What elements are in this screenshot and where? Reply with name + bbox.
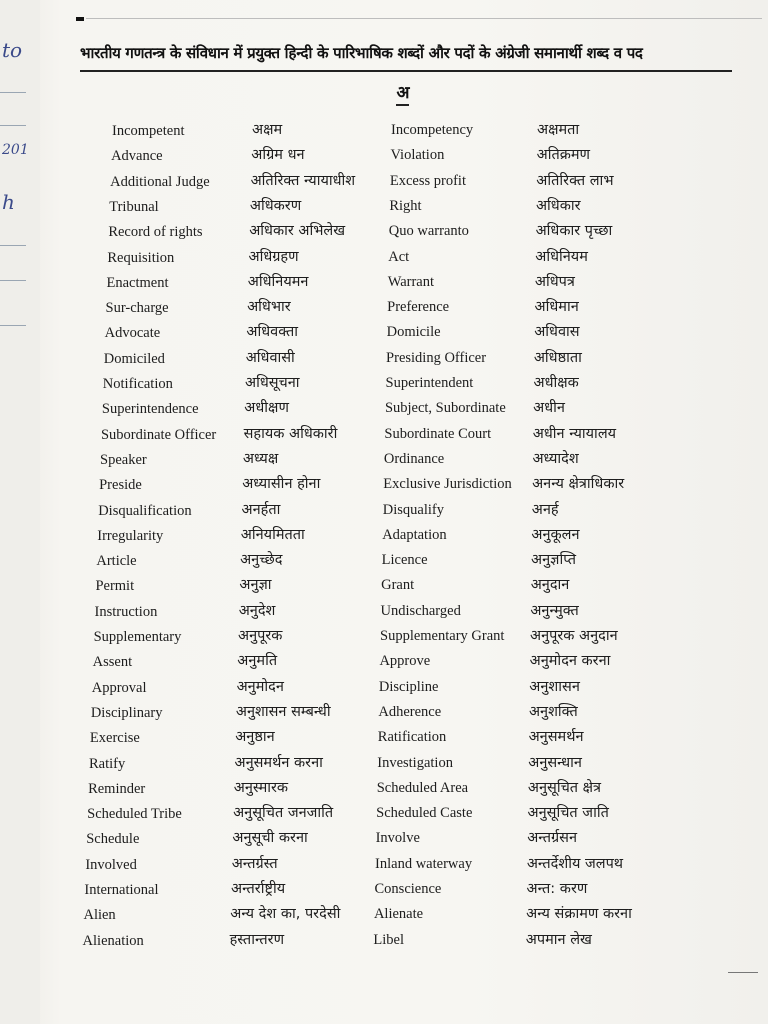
hindi-term: अग्रिम धन xyxy=(251,147,305,164)
english-term: Grant xyxy=(381,577,415,594)
english-term: Speaker xyxy=(100,451,147,468)
margin-handwriting: h xyxy=(2,190,15,214)
english-term: Schedule xyxy=(86,831,140,848)
english-term: Violation xyxy=(390,147,445,164)
hindi-term: अनुसूचित जाति xyxy=(527,805,609,822)
hindi-term: अधिकार पृच्छा xyxy=(535,223,613,240)
hindi-term: अधिकार xyxy=(535,197,581,214)
hindi-term: अनुष्ठान xyxy=(235,729,275,746)
english-term: International xyxy=(84,882,159,898)
english-term: Superintendent xyxy=(385,375,474,391)
hindi-term: अधिपत्र xyxy=(534,273,575,290)
english-term: Scheduled Caste xyxy=(376,805,473,822)
english-term: Quo warranto xyxy=(388,223,469,240)
hindi-term: अध्यादेश xyxy=(532,450,579,467)
hindi-term: अतिरिक्त लाभ xyxy=(536,172,614,189)
english-term: Alienate xyxy=(373,906,424,923)
hindi-term: अपमान लेख xyxy=(525,931,592,948)
hindi-term: अधिष्ठाता xyxy=(533,349,582,366)
hindi-term: अधिवासी xyxy=(245,349,295,366)
hindi-term: अनियमितता xyxy=(240,526,305,543)
english-term: Disqualify xyxy=(382,501,444,518)
english-term: Inland waterway xyxy=(375,855,473,872)
hindi-term: अनर्ह xyxy=(531,501,559,518)
english-term: Approval xyxy=(91,679,147,696)
english-term: Approve xyxy=(379,653,431,670)
english-term: Ratify xyxy=(89,755,126,772)
hindi-term: अन्य संक्रामण करना xyxy=(526,906,632,923)
english-term: Excess profit xyxy=(389,172,466,189)
hindi-term: अन्य देश का, परदेसी xyxy=(230,906,341,923)
english-term: Adaptation xyxy=(382,526,447,543)
english-term: Supplementary Grant xyxy=(380,628,505,644)
hindi-term: अन्तर्राष्ट्रीय xyxy=(231,881,286,897)
hindi-term: अधिमान xyxy=(534,299,579,316)
english-term: Incompetent xyxy=(112,123,185,139)
english-term: Adherence xyxy=(378,703,442,720)
english-term: Subordinate Officer xyxy=(100,426,217,443)
english-term: Act xyxy=(388,248,410,265)
hindi-term: अधिग्रहण xyxy=(248,248,299,265)
english-term: Warrant xyxy=(387,273,435,290)
english-term: Alienation xyxy=(82,932,144,949)
english-term: Disciplinary xyxy=(90,704,163,721)
english-term: Assent xyxy=(92,654,133,671)
hindi-term: अनुज्ञप्ति xyxy=(531,552,576,569)
hindi-term: अधिसूचना xyxy=(245,375,300,391)
english-term: Scheduled Area xyxy=(376,779,469,796)
english-term: Undischarged xyxy=(380,602,461,619)
english-term: Record of rights xyxy=(108,224,203,241)
section-letter: अ xyxy=(396,83,410,103)
english-term: Conscience xyxy=(374,881,442,897)
hindi-term: अनुदेश xyxy=(238,602,276,619)
hindi-term: अक्षमता xyxy=(537,122,580,138)
english-term: Superintendence xyxy=(101,401,199,418)
hindi-term: अनुशासन सम्बन्धी xyxy=(235,703,331,720)
hindi-term: अतिरिक्त न्यायाधीश xyxy=(250,172,356,189)
hindi-term: अध्यासीन होना xyxy=(242,476,321,493)
english-term: Investigation xyxy=(377,754,453,771)
hindi-term: अनुमोदन करना xyxy=(529,653,611,670)
english-term: Requisition xyxy=(107,249,175,266)
english-term: Disqualification xyxy=(98,502,192,519)
hindi-term: अनर्हता xyxy=(241,501,281,518)
english-term: Alien xyxy=(83,907,116,924)
hindi-term: अनन्य क्षेत्राधिकार xyxy=(532,476,625,493)
english-term: Licence xyxy=(381,552,428,569)
hindi-term: अनुदान xyxy=(530,577,570,594)
hindi-term: अन्तर्ग्रसन xyxy=(527,830,578,847)
hindi-term: अधिनियमन xyxy=(247,273,309,290)
hindi-term: अधीक्षक xyxy=(533,375,579,391)
hindi-term: अधिकार अभिलेख xyxy=(249,223,346,240)
english-term: Supplementary xyxy=(93,629,182,645)
english-term: Domiciled xyxy=(103,350,165,367)
hindi-term: अधिवक्ता xyxy=(246,324,298,341)
hindi-term: अनुसूचित क्षेत्र xyxy=(527,779,602,796)
bottom-rule xyxy=(728,972,758,973)
hindi-term: अनुमोदन xyxy=(236,678,284,695)
hindi-term: अनुशासन xyxy=(529,678,580,695)
hindi-term: अनुज्ञा xyxy=(239,577,272,594)
hindi-term: अन्तर्ग्रस्त xyxy=(231,855,278,872)
hindi-term: अधीक्षण xyxy=(244,400,289,417)
hindi-term: अधीन xyxy=(533,400,565,417)
hindi-term: अनुसमर्थन xyxy=(528,729,584,746)
hindi-term: अन्त: करण xyxy=(526,881,588,897)
english-term: Incompetency xyxy=(391,122,474,138)
english-term: Irregularity xyxy=(97,527,164,544)
english-term: Preference xyxy=(387,299,450,316)
hindi-term: अनुसूचित जनजाति xyxy=(233,805,334,822)
english-term: Subordinate Court xyxy=(384,425,492,442)
hindi-term: अनुन्मुक्त xyxy=(530,602,579,619)
english-term: Ordinance xyxy=(383,450,445,467)
english-term: Presiding Officer xyxy=(386,349,487,366)
hindi-term: अनुपूरक अनुदान xyxy=(530,628,618,644)
english-term: Advocate xyxy=(104,325,161,342)
english-term: Libel xyxy=(373,931,404,948)
hindi-term: अतिक्रमण xyxy=(536,147,591,164)
hindi-term: अनुसन्धान xyxy=(528,754,582,771)
english-term: Discipline xyxy=(378,678,439,695)
hindi-term: अधिभार xyxy=(247,299,291,316)
hindi-term: अनुशक्ति xyxy=(528,703,578,720)
page-title: भारतीय गणतन्त्र के संविधान में प्रयुक्त हिन्दी के पारिभाषिक शब्दों और पदों के अंग्रेजी समानार्थी शब्द व पद xyxy=(80,44,643,62)
english-term: Reminder xyxy=(88,780,146,797)
hindi-term: अनुकूलन xyxy=(531,526,580,543)
english-term: Domicile xyxy=(386,324,441,341)
hindi-term: अधिनियम xyxy=(535,248,588,265)
english-term: Instruction xyxy=(94,603,158,620)
hindi-term: अध्यक्ष xyxy=(242,450,279,467)
english-term: Subject, Subordinate xyxy=(384,400,506,417)
hindi-term: अनुच्छेद xyxy=(240,552,283,569)
english-term: Sur-charge xyxy=(105,300,169,317)
english-term: Exercise xyxy=(89,730,140,747)
margin-handwriting: to xyxy=(2,38,23,62)
english-term: Exclusive Jurisdiction xyxy=(383,476,512,493)
english-term: Permit xyxy=(95,578,135,595)
hindi-term: अधीन न्यायालय xyxy=(532,425,617,442)
english-term: Enactment xyxy=(106,274,169,291)
hindi-term: अधिकरण xyxy=(249,197,302,214)
hindi-term: अनुसमर्थन करना xyxy=(234,754,323,771)
hindi-term: अधिवास xyxy=(534,324,580,341)
english-term: Notification xyxy=(102,376,173,392)
english-term: Involved xyxy=(85,856,137,873)
hindi-term: अनुमति xyxy=(237,653,278,670)
english-term: Article xyxy=(96,553,137,570)
hindi-term: अन्तर्देशीय जलपथ xyxy=(526,855,624,872)
english-term: Right xyxy=(389,197,422,214)
hindi-term: अनुसूची करना xyxy=(232,830,308,847)
margin-handwriting: 201 xyxy=(2,142,29,158)
hindi-term: सहायक अधिकारी xyxy=(243,425,338,442)
hindi-term: अनुस्मारक xyxy=(233,779,289,796)
hindi-term: अनुपूरक xyxy=(238,628,283,644)
english-term: Advance xyxy=(111,148,163,165)
english-term: Scheduled Tribe xyxy=(87,806,182,823)
english-term: Tribunal xyxy=(109,198,159,215)
english-term: Additional Judge xyxy=(110,173,210,190)
english-term: Ratification xyxy=(377,729,447,746)
hindi-term: अक्षम xyxy=(252,122,283,138)
english-term: Involve xyxy=(375,830,420,847)
hindi-term: हस्तान्तरण xyxy=(229,931,285,948)
english-term: Preside xyxy=(99,477,142,494)
